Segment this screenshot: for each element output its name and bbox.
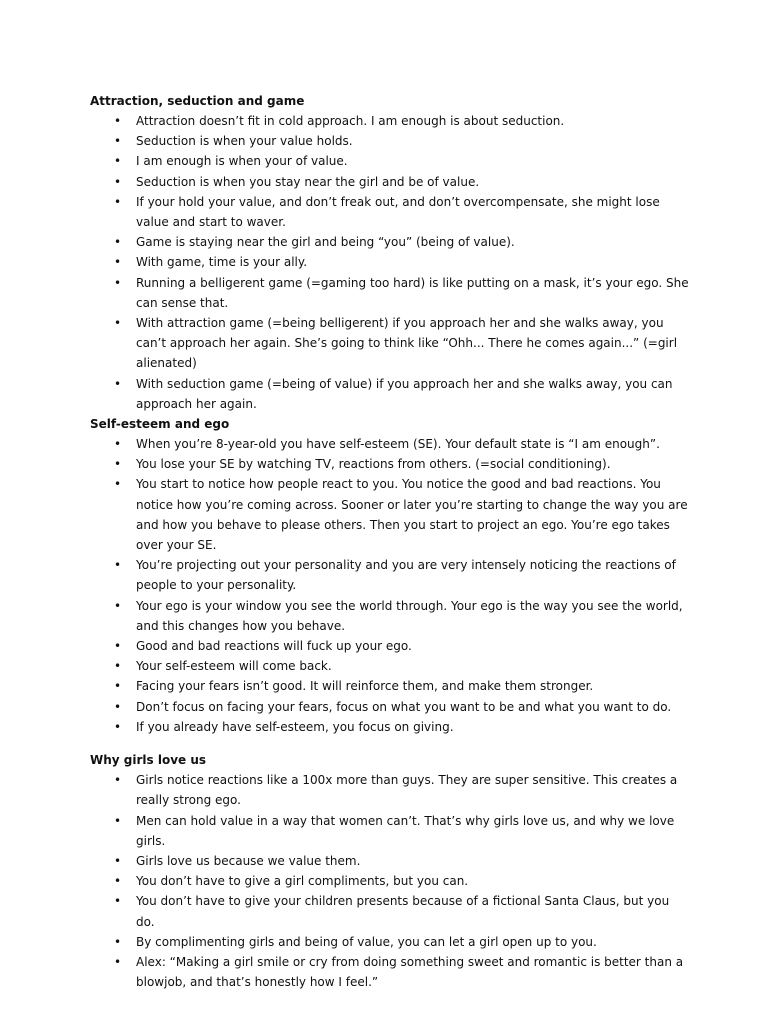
section-heading-self-esteem: Self-esteem and ego bbox=[90, 417, 230, 432]
list-item: • Running a belligerent game (=gaming too hard) is like putting on a mask, it’s your ego. She can sense that. bbox=[90, 273, 690, 313]
bullet-list-self-esteem bbox=[90, 434, 690, 737]
section-heading-attraction: Attraction, seduction and game bbox=[90, 94, 305, 108]
list-item: • Good and bad reactions will fuck up your ego. bbox=[90, 636, 690, 656]
list-item: • Seduction is when your value holds. bbox=[90, 131, 690, 151]
list-item: • Seduction is when you stay near the girl and be of value. bbox=[90, 172, 690, 192]
list-item: • You lose your SE by watching TV, reactions from others. (=social conditioning). bbox=[90, 454, 690, 474]
list-item: • Facing your fears isn’t good. It will reinforce them, and make them stronger. bbox=[90, 676, 690, 696]
list-item: • With game, time is your ally. bbox=[90, 252, 690, 272]
list-item: • If you already have self-esteem, you focus on giving. bbox=[90, 717, 690, 737]
list-item: • Girls notice reactions like a 100x more than guys. They are super sensitive. This creates a really strong ego. bbox=[90, 770, 690, 810]
section-heading-why-girls: Why girls love us bbox=[90, 753, 207, 768]
document-page bbox=[90, 91, 690, 992]
list-item: • Don’t focus on facing your fears, focus on what you want to be and what you want to do. bbox=[90, 697, 690, 717]
list-item: • I am enough is when your of value. bbox=[90, 151, 690, 171]
list-item: • Alex: “Making a girl smile or cry from doing something sweet and romantic is better than a blowjob, and that’s honestly how I feel.” bbox=[90, 952, 690, 992]
bullet-list-attraction bbox=[90, 111, 690, 414]
list-item: • Your self-esteem will come back. bbox=[90, 656, 690, 676]
list-item: • Your ego is your window you see the world through. Your ego is the way you see the world, and this changes how you behave. bbox=[90, 596, 690, 636]
list-item: • When you’re 8-year-old you have self-esteem (SE). Your default state is “I am enough”. bbox=[90, 434, 690, 454]
list-item: • If your hold your value, and don’t freak out, and don’t overcompensate, she might lose value and start to waver. bbox=[90, 192, 690, 232]
list-item: • Attraction doesn’t fit in cold approach. I am enough is about seduction. bbox=[90, 111, 690, 131]
list-item: • You’re projecting out your personality and you are very intensely noticing the reactions of people to your personality. bbox=[90, 555, 690, 595]
list-item: • Game is staying near the girl and being “you” (being of value). bbox=[90, 232, 690, 252]
bullet-list-why-girls bbox=[90, 770, 690, 992]
list-item: • With attraction game (=being belligerent) if you approach her and she walks away, you can’t approach her again. She’s going to think like “Ohh... There he comes again...” (=girl alienated) bbox=[90, 313, 690, 374]
list-item: • You don’t have to give a girl compliments, but you can. bbox=[90, 871, 690, 891]
list-item: • Girls love us because we value them. bbox=[90, 851, 690, 871]
list-item: • You don’t have to give your children presents because of a fictional Santa Claus, but you do. bbox=[90, 891, 690, 931]
list-item: • By complimenting girls and being of value, you can let a girl open up to you. bbox=[90, 932, 690, 952]
list-item: • With seduction game (=being of value) if you approach her and she walks away, you can approach her again. bbox=[90, 374, 690, 414]
list-item: • Men can hold value in a way that women can’t. That’s why girls love us, and why we love girls. bbox=[90, 811, 690, 851]
list-item: • You start to notice how people react to you. You notice the good and bad reactions. You notice how you’re coming across. Sooner or later you’re starting to change the way you are and how you behave to please others. Then you start to project an ego. You’re ego takes over your SE. bbox=[90, 474, 690, 555]
